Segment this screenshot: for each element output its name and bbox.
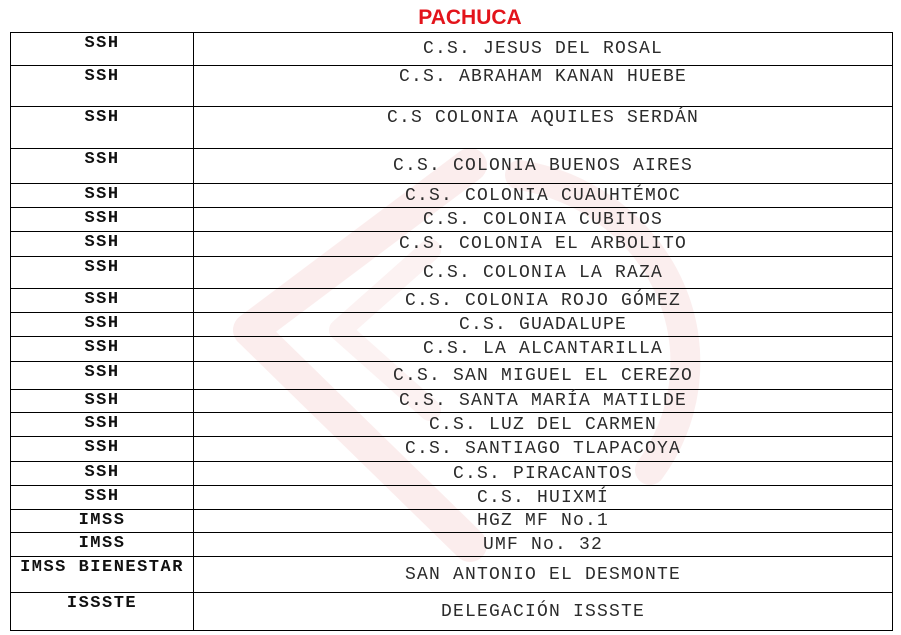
table-row — [11, 149, 892, 184]
institution-cell: SSH — [11, 337, 194, 361]
page-title: PACHUCA — [418, 6, 522, 29]
table-row — [11, 337, 892, 362]
table-row — [11, 33, 892, 66]
health-unit-cell: C.S. COLONIA BUENOS AIRES — [392, 156, 694, 176]
institution-cell: SSH — [11, 66, 194, 106]
table-row — [11, 184, 892, 208]
institution-cell: SSH — [11, 232, 194, 256]
table-row — [11, 66, 892, 107]
institution-cell: SSH — [11, 462, 194, 485]
institution-cell: SSH — [11, 362, 194, 389]
health-unit-cell: HGZ MF No.1 — [476, 511, 610, 531]
table-row — [11, 257, 892, 289]
institution-cell: IMSS — [11, 533, 194, 556]
health-unit-cell: C.S. COLONIA CUAUHTÉMOC — [404, 185, 682, 206]
health-unit-cell: C.S. SANTA MARÍA MATILDE — [398, 391, 688, 411]
institution-cell: SSH — [11, 149, 194, 183]
table-row — [11, 462, 892, 486]
health-unit-cell: C.S. SANTIAGO TLAPACOYA — [404, 439, 682, 459]
institution-cell: SSH — [11, 208, 194, 231]
health-unit-cell: C.S. HUIXMÍ — [476, 487, 610, 508]
health-unit-cell: C.S. ABRAHAM KANAN HUEBE — [398, 67, 688, 87]
institution-cell: SSH — [11, 413, 194, 436]
health-unit-cell: C.S. COLONIA CUBITOS — [422, 209, 664, 230]
institution-cell: SSH — [11, 107, 194, 148]
health-unit-cell: C.S. COLONIA ROJO GÓMEZ — [404, 290, 682, 311]
institution-cell: SSH — [11, 313, 194, 336]
health-unit-cell: C.S. LUZ DEL CARMEN — [428, 414, 658, 435]
institution-cell: ISSSTE — [11, 593, 194, 630]
institution-cell: SSH — [11, 289, 194, 312]
health-unit-cell: C.S. LA ALCANTARILLA — [422, 339, 664, 359]
institution-cell: SSH — [11, 486, 194, 509]
health-unit-cell: C.S. COLONIA EL ARBOLITO — [398, 234, 688, 254]
table-row — [11, 313, 892, 337]
institution-cell: IMSS — [11, 510, 194, 532]
institution-cell: SSH — [11, 33, 194, 65]
table-row — [11, 208, 892, 232]
table-row — [11, 413, 892, 437]
table-row — [11, 289, 892, 313]
health-unit-cell: SAN ANTONIO EL DESMONTE — [404, 564, 682, 585]
table-row — [11, 232, 892, 257]
table-row — [11, 533, 892, 557]
table-row — [11, 107, 892, 149]
institution-cell: IMSS BIENESTAR — [11, 557, 194, 592]
health-unit-cell: C.S. SAN MIGUEL EL CEREZO — [392, 365, 694, 386]
institution-cell: SSH — [11, 257, 194, 288]
table-row — [11, 362, 892, 390]
health-unit-cell: C.S. COLONIA LA RAZA — [422, 262, 664, 283]
institution-cell: SSH — [11, 390, 194, 412]
health-unit-cell: UMF No. 32 — [482, 534, 604, 555]
table-row — [11, 557, 892, 593]
table-row — [11, 437, 892, 462]
health-unit-cell: C.S. PIRACANTOS — [452, 463, 634, 484]
table-row — [11, 593, 892, 631]
health-units-table — [10, 32, 893, 631]
table-row — [11, 510, 892, 533]
health-unit-cell: C.S. GUADALUPE — [458, 314, 628, 335]
table-row — [11, 390, 892, 413]
health-unit-cell: DELEGACIÓN ISSSTE — [440, 601, 646, 622]
health-unit-cell: C.S. JESUS DEL ROSAL — [422, 39, 664, 59]
health-unit-cell: C.S COLONIA AQUILES SERDÁN — [386, 108, 700, 128]
institution-cell: SSH — [11, 184, 194, 207]
table-row — [11, 486, 892, 510]
institution-cell: SSH — [11, 437, 194, 461]
